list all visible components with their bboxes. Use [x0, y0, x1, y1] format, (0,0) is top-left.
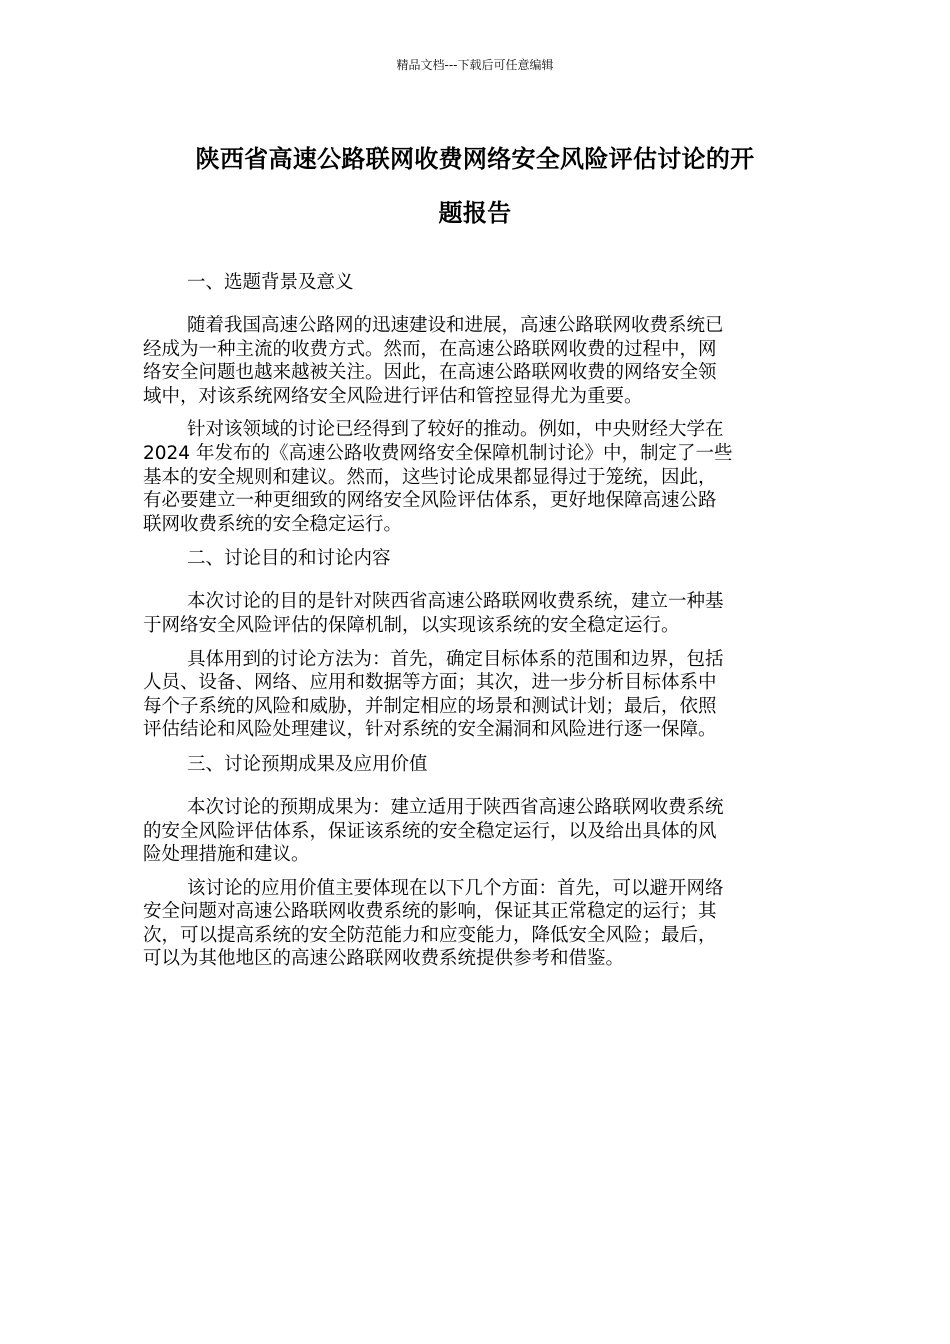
document-title — [143, 132, 807, 240]
paragraph-line: 次，可以提高系统的安全防范能力和应变能力，降低安全风险；最后， — [143, 924, 717, 946]
paragraph-line: 安全问题对高速公路联网收费系统的影响，保证其正常稳定的运行；其 — [143, 901, 717, 923]
body-paragraph — [143, 314, 807, 408]
paragraph-line: 针对该领域的讨论已经得到了较好的推动。例如，中央财经大学在 — [187, 419, 724, 441]
paragraph-line: 基本的安全规则和建议。然而，这些讨论成果都显得过于笼统，因此， — [143, 466, 717, 488]
section-heading: 三、讨论预期成果及应用价值 — [187, 753, 428, 775]
page-header: 精品文档---下载后可任意编辑 — [396, 58, 554, 72]
paragraph-line: 随着我国高速公路网的迅速建设和进展，高速公路联网收费系统已 — [187, 315, 724, 336]
paragraph-line: 2024 年发布的《高速公路收费网络安全保障机制讨论》中，制定了一些 — [143, 442, 733, 464]
paragraph-line: 险处理措施和建议。 — [143, 844, 310, 866]
paragraph-line: 人员、设备、网络、应用和数据等方面；其次，进一步分析目标体系中 — [143, 672, 717, 694]
paragraph-line: 可以为其他地区的高速公路联网收费系统提供参考和借鉴。 — [143, 948, 625, 970]
title-line: 陕西省高速公路联网收费网络安全风险评估讨论的开 — [195, 145, 755, 173]
document-body — [143, 270, 807, 981]
paragraph-line: 有必要建立一种更细致的网络安全风险评估体系，更好地保障高速公路 — [143, 490, 717, 512]
paragraph-line: 该讨论的应用价值主要体现在以下几个方面：首先，可以避开网络 — [187, 877, 724, 899]
paragraph-line: 每个子系统的风险和威胁，并制定相应的场景和测试计划；最后，依照 — [143, 695, 717, 717]
paragraph-line: 络安全问题也越来越被关注。因此，在高速公路联网收费的网络安全领 — [143, 362, 717, 384]
section-heading: 一、选题背景及意义 — [187, 272, 354, 293]
paragraph-line: 经成为一种主流的收费方式。然而，在高速公路联网收费的过程中，网 — [143, 338, 717, 360]
paragraph-line: 评估结论和风险处理建议，针对系统的安全漏洞和风险进行逐一保障。 — [143, 719, 717, 741]
paragraph-line: 联网收费系统的安全稳定运行。 — [143, 513, 403, 535]
body-paragraph — [143, 796, 807, 867]
section-heading: 二、讨论目的和讨论内容 — [187, 548, 391, 570]
paragraph-line: 具体用到的讨论方法为：首先，确定目标体系的范围和边界，包括 — [187, 648, 724, 670]
body-paragraph — [143, 877, 807, 971]
body-paragraph — [143, 590, 807, 637]
paragraph-line: 本次讨论的目的是针对陕西省高速公路联网收费系统，建立一种基 — [187, 591, 724, 613]
paragraph-line: 于网络安全风险评估的保障机制，以实现该系统的安全稳定运行。 — [143, 614, 680, 636]
body-paragraph — [143, 648, 807, 742]
title-line: 题报告 — [438, 199, 512, 227]
paragraph-line: 本次讨论的预期成果为：建立适用于陕西省高速公路联网收费系统 — [187, 796, 724, 818]
body-paragraph — [143, 418, 807, 536]
paragraph-line: 的安全风险评估体系，保证该系统的安全稳定运行，以及给出具体的风 — [143, 820, 717, 842]
paragraph-line: 域中，对该系统网络安全风险进行评估和管控显得尤为重要。 — [143, 385, 643, 407]
